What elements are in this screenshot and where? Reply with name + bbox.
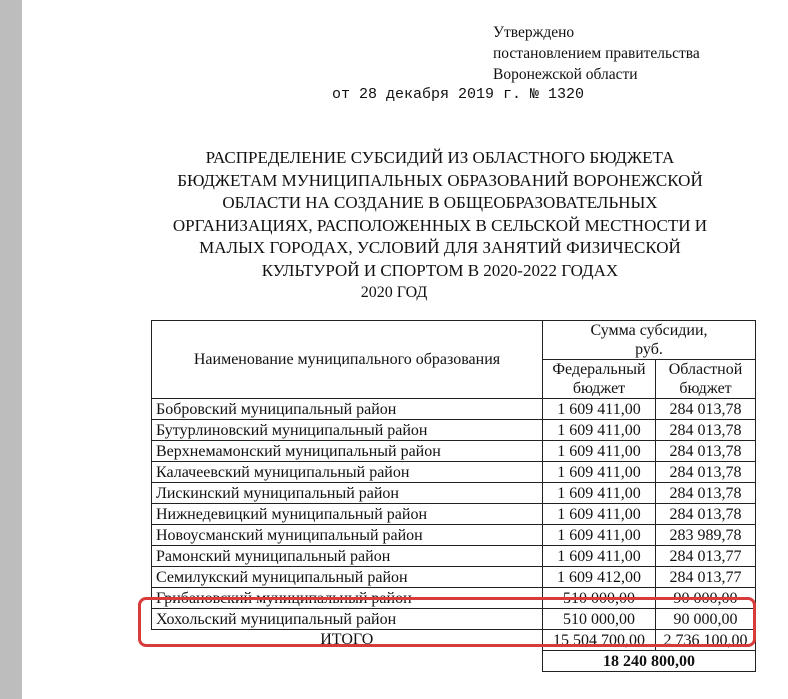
highlight-box xyxy=(138,597,756,647)
table-row xyxy=(152,525,756,546)
table-row xyxy=(152,399,756,420)
row-name: Лискинский муниципальный район xyxy=(152,483,543,504)
row-regional: 284 013,78 xyxy=(656,420,756,441)
row-name: Калачеевский муниципальный район xyxy=(152,462,543,483)
header-row xyxy=(152,321,756,360)
row-regional: 90 000,00 xyxy=(656,588,756,609)
title-line: КУЛЬТУРОЙ И СПОРТОМ В 2020-2022 ГОДАХ xyxy=(261,260,619,280)
row-federal: 1 609 411,00 xyxy=(543,483,656,504)
header-federal-line: Федеральный xyxy=(552,361,646,378)
total-federal: 15 504 700,00 xyxy=(543,630,656,651)
row-federal: 1 609 412,00 xyxy=(543,567,656,588)
row-regional: 284 013,78 xyxy=(656,462,756,483)
row-name: Грибановский муниципальный район xyxy=(152,588,543,609)
row-federal: 1 609 411,00 xyxy=(543,504,656,525)
row-regional: 284 013,78 xyxy=(656,399,756,420)
row-federal: 1 609 411,00 xyxy=(543,441,656,462)
header-regional-line: Областной xyxy=(668,361,743,378)
grand-total: 18 240 800,00 xyxy=(543,651,756,672)
title-line: БЮДЖЕТАМ МУНИЦИПАЛЬНЫХ ОБРАЗОВАНИЙ ВОРОНЕЖСКОЙ xyxy=(177,170,703,190)
row-regional: 284 013,78 xyxy=(656,504,756,525)
row-regional: 284 013,78 xyxy=(656,483,756,504)
row-regional: 90 000,00 xyxy=(656,609,756,630)
row-name: Семилукский муниципальный район xyxy=(152,567,543,588)
row-regional: 284 013,78 xyxy=(656,441,756,462)
document-title xyxy=(160,147,720,282)
approval-block xyxy=(493,22,700,85)
table-row xyxy=(152,504,756,525)
table-row xyxy=(152,483,756,504)
header-federal xyxy=(543,360,656,399)
table-row xyxy=(152,567,756,588)
row-name: Хохольский муниципальный район xyxy=(152,609,543,630)
row-federal: 1 609 411,00 xyxy=(543,462,656,483)
approval-line: постановлением правительства xyxy=(493,45,700,62)
title-line: МАЛЫХ ГОРОДАХ, УСЛОВИЙ ДЛЯ ЗАНЯТИЙ ФИЗИЧЕСКОЙ xyxy=(199,238,681,257)
row-federal: 510 000,00 xyxy=(543,609,656,630)
header-sum-line: руб. xyxy=(635,341,663,358)
row-name: Верхнемамонский муниципальный район xyxy=(152,441,543,462)
row-federal: 1 609 411,00 xyxy=(543,546,656,567)
row-name: Бобровский муниципальный район xyxy=(152,399,543,420)
total-regional: 2 736 100,00 xyxy=(656,630,756,651)
table-row xyxy=(152,420,756,441)
row-regional: 284 013,77 xyxy=(656,546,756,567)
decree-date-number: от 28 декабря 2019 г. № 1320 xyxy=(332,86,585,103)
row-federal: 510 000,00 xyxy=(543,588,656,609)
row-federal: 1 609 411,00 xyxy=(543,399,656,420)
row-name: Нижнедевицкий муниципальный район xyxy=(152,504,543,525)
row-federal: 1 609 411,00 xyxy=(543,525,656,546)
row-regional: 283 989,78 xyxy=(656,525,756,546)
title-line: РАСПРЕДЕЛЕНИЕ СУБСИДИЙ ИЗ ОБЛАСТНОГО БЮДЖЕТА xyxy=(205,148,675,167)
row-name: Новоусманский муниципальный район xyxy=(152,525,543,546)
year-heading: 2020 ГОД xyxy=(360,284,428,301)
header-sum xyxy=(543,321,756,360)
row-name: Рамонский муниципальный район xyxy=(152,546,543,567)
header-sum-line: Сумма субсидии, xyxy=(590,322,708,339)
row-name: Бутурлиновский муниципальный район xyxy=(152,420,543,441)
header-federal-line: бюджет xyxy=(572,380,626,397)
approval-line: Утверждено xyxy=(493,24,575,41)
header-name: Наименование муниципального образования xyxy=(152,321,543,399)
header-regional-line: бюджет xyxy=(679,380,732,397)
title-line: ОРГАНИЗАЦИЯХ, РАСПОЛОЖЕННЫХ В СЕЛЬСКОЙ МЕСТНОСТИ И xyxy=(172,215,708,235)
table-row xyxy=(152,441,756,462)
row-regional: 284 013,77 xyxy=(656,567,756,588)
header-regional xyxy=(656,360,756,399)
row-federal: 1 609 411,00 xyxy=(543,420,656,441)
table-row xyxy=(152,462,756,483)
total-label: ИТОГО xyxy=(320,631,374,648)
left-gray-bar xyxy=(0,0,22,699)
approval-line: Воронежской области xyxy=(493,66,638,83)
table-row xyxy=(152,546,756,567)
title-line: ОБЛАСТИ НА СОЗДАНИЕ В ОБЩЕОБРАЗОВАТЕЛЬНЫХ xyxy=(222,193,658,212)
